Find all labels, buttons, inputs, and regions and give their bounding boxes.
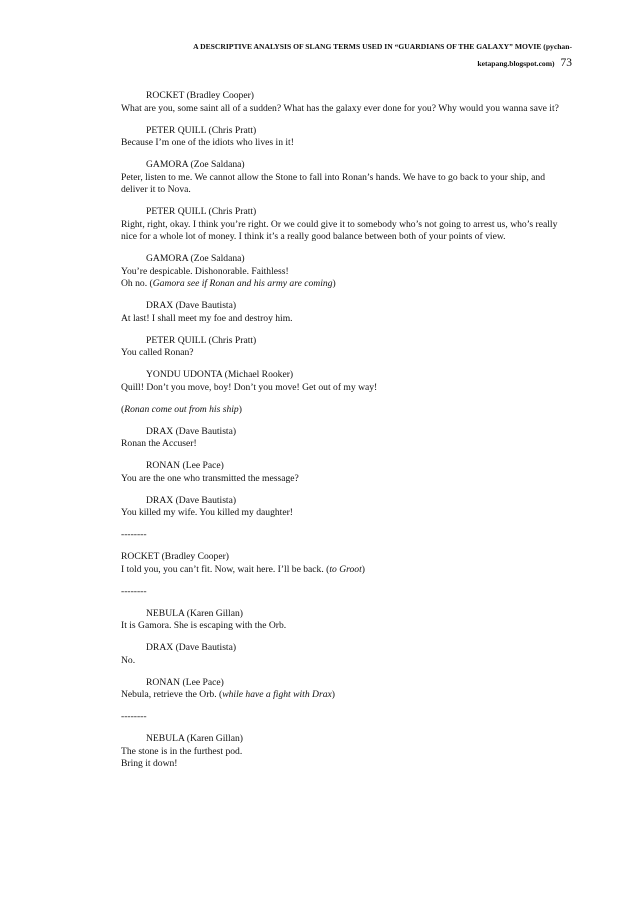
speaker-name: NEBULA (Karen Gillan) [146,733,243,744]
direction-text: Ronan come out from his ship [124,403,239,415]
scene-separator: -------- [121,585,147,597]
dialog-block [121,642,567,667]
dialog-line [121,219,567,244]
speaker-name: YONDU UDONTA (Michael Rooker) [146,369,294,380]
dialog-block [121,733,567,771]
scene-separator: -------- [121,529,147,540]
line-text: ) [238,403,242,415]
line-text: You called Ronan? [121,347,194,358]
dialog-line [121,564,567,577]
line-text: The stone is in the furthest pod. [121,745,243,757]
line-text: Right, right, okay. I think you’re right. Or we could give it to somebody who’s not going to arrest us, who’s really nice for a whole lot of money. I think it’s a really good balance between both of your points of view. [121,218,558,242]
dialog-line [121,103,567,116]
dialog-block [121,159,567,197]
dialog-line [121,313,567,326]
speaker-name: ROCKET (Bradley Cooper) [146,90,254,101]
dialog-block [121,300,567,325]
speaker-name: DRAX (Dave Bautista) [146,425,237,437]
dialog-block [121,90,567,115]
dialog-block [121,608,567,633]
speaker-name: GAMORA (Zoe Saldana) [146,253,245,264]
header-title-line1: A DESCRIPTIVE ANALYSIS OF SLANG TERMS USED IN “GUARDIANS OF THE GALAXY” MOVIE (pychan- [193,42,572,51]
dialog-line [121,278,567,291]
dialog-line [121,758,567,771]
script-transcript [121,90,567,780]
dialog-line [121,507,567,520]
running-header [118,38,572,72]
line-text: ( [121,403,125,415]
line-text: It is Gamora. She is escaping with the Orb. [121,620,287,631]
line-text: ) [331,689,335,700]
dialog-line [121,172,567,197]
line-text: You are the one who transmitted the message? [121,472,299,484]
dialog-line [121,404,567,417]
stage-direction [121,404,567,417]
line-text: Because I’m one of the idiots who lives in it! [121,137,294,148]
dialog-line [121,473,567,486]
speaker-name: ROCKET (Bradley Cooper) [121,551,229,562]
line-text: ) [332,278,336,289]
header-title-line2: ketapang.blogspot.com) [477,59,555,68]
speaker-name: PETER QUILL (Chris Pratt) [146,206,257,217]
line-text: What are you, some saint all of a sudden? What has the galaxy ever done for you? Why would you wanna save it? [121,102,559,114]
speaker-name: NEBULA (Karen Gillan) [146,607,243,619]
dialog-block [121,125,567,150]
line-text: Bring it down! [121,758,178,769]
line-text: Peter, listen to me. We cannot allow the Stone to fall into Ronan’s hands. We have to go back to your ship, and deliver it to Nova. [121,171,546,195]
dialog-block [121,677,567,702]
dialog-line [121,266,567,279]
dialog-block [121,335,567,360]
speaker-name: PETER QUILL (Chris Pratt) [146,124,257,136]
line-text: Ronan the Accuser! [121,438,197,449]
line-text: No. [121,654,136,666]
dialog-line [121,137,567,150]
dialog-block [121,206,567,244]
line-text: ) [361,563,365,575]
page-number: 73 [560,57,572,69]
dialog-line [121,689,567,702]
speaker-name: DRAX (Dave Bautista) [146,300,237,311]
dialog-block [121,426,567,451]
line-text: Nebula, retrieve the Orb. ( [121,689,223,700]
line-text: You’re despicable. Dishonorable. Faithless! [121,265,289,277]
dialog-block [121,253,567,291]
dialog-line [121,438,567,451]
speaker-name: PETER QUILL (Chris Pratt) [146,334,257,346]
dialog-line [121,620,567,633]
speaker-name: RONAN (Lee Pace) [146,676,224,688]
dialog-line [121,655,567,668]
direction-text: while have a fight with Drax [222,689,332,700]
dialog-block [121,551,567,576]
line-text: Oh no. ( [121,278,153,289]
dialog-block [121,460,567,485]
speaker-name: GAMORA (Zoe Saldana) [146,159,245,170]
dialog-block [121,369,567,394]
dialog-line [121,347,567,360]
speaker-name: RONAN (Lee Pace) [146,460,224,471]
speaker-name: DRAX (Dave Bautista) [146,494,237,506]
line-text: At last! I shall meet my foe and destroy him. [121,312,293,324]
scene-separator: -------- [121,711,147,722]
line-text: I told you, you can’t fit. Now, wait here. I’ll be back. ( [121,563,330,575]
speaker-name: DRAX (Dave Bautista) [146,642,237,653]
line-text: You killed my wife. You killed my daughter! [121,507,293,518]
direction-text: Gamora see if Ronan and his army are coming [152,278,333,289]
dialog-block [121,495,567,520]
line-text: Quill! Don’t you move, boy! Don’t you move! Get out of my way! [121,381,378,393]
direction-text: to Groot [329,563,362,575]
dialog-line [121,746,567,759]
dialog-line [121,382,567,395]
